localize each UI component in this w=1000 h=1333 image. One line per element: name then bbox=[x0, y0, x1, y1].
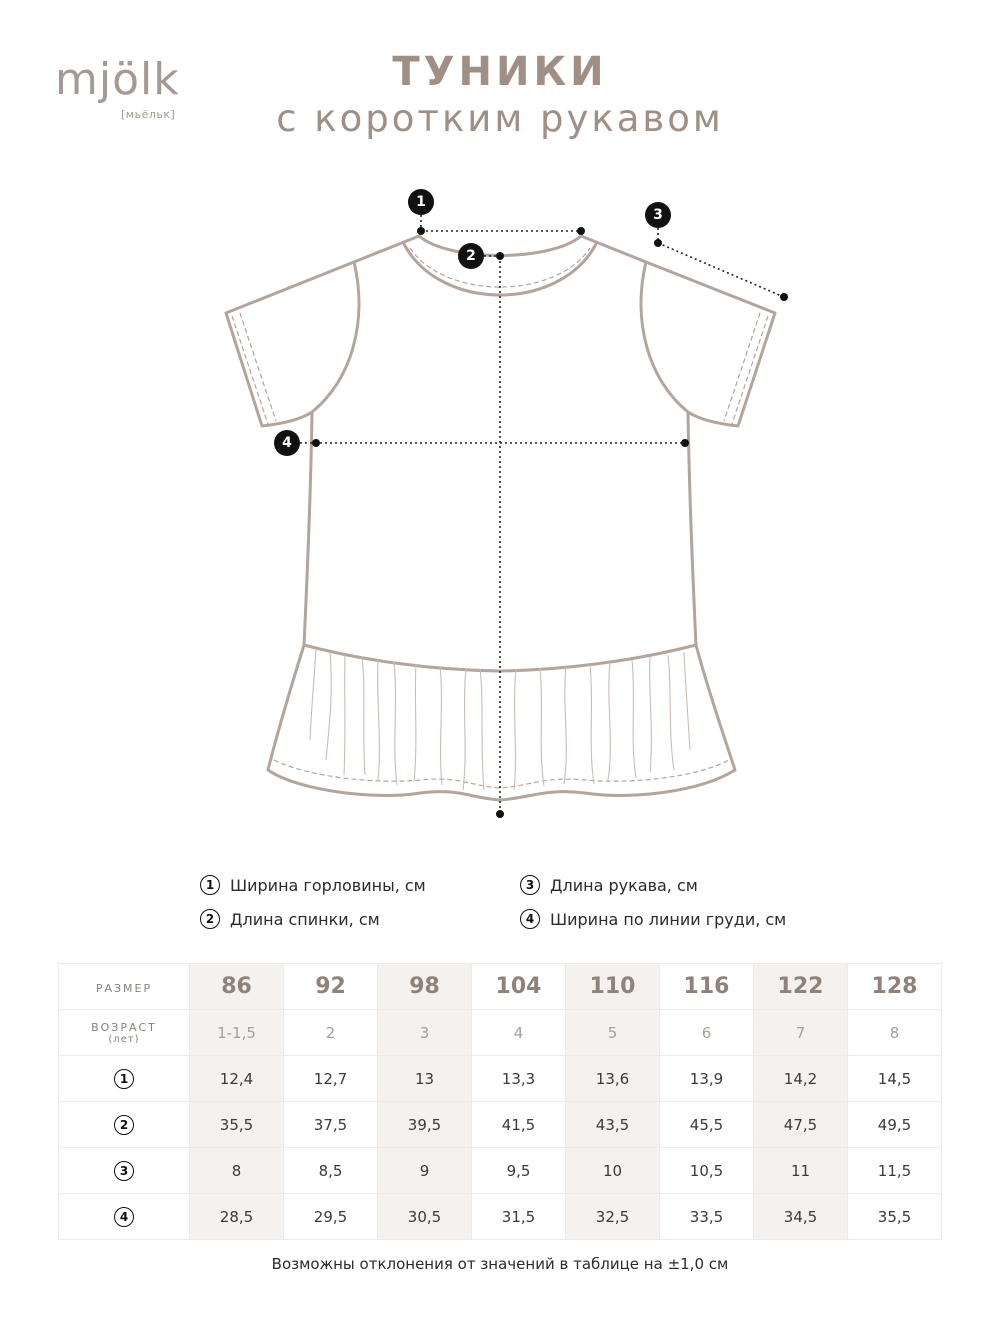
tunic-sketch bbox=[0, 180, 1000, 840]
legend-right bbox=[520, 872, 786, 940]
row-header bbox=[59, 1148, 190, 1194]
age-cell: 4 bbox=[472, 1010, 566, 1056]
legend-label: Длина спинки, см bbox=[230, 909, 380, 929]
value-cell: 39,5 bbox=[378, 1102, 472, 1148]
marker-1: 1 bbox=[408, 189, 434, 215]
table-row-2 bbox=[59, 1102, 942, 1148]
row-num: 4 bbox=[114, 1207, 134, 1227]
row-num: 3 bbox=[114, 1161, 134, 1181]
age-header bbox=[59, 1010, 190, 1056]
age-label: ВОЗРАСТ bbox=[91, 1020, 157, 1034]
legend-num: 3 bbox=[520, 875, 540, 895]
value-cell: 31,5 bbox=[472, 1194, 566, 1240]
legend-item bbox=[200, 906, 426, 932]
legend-num: 4 bbox=[520, 909, 540, 929]
value-cell: 34,5 bbox=[754, 1194, 848, 1240]
logo-wordmark: mjölk bbox=[55, 54, 180, 105]
legend-left bbox=[200, 872, 426, 940]
value-cell: 9 bbox=[378, 1148, 472, 1194]
title-main: ТУНИКИ bbox=[392, 49, 608, 95]
size-cell: 128 bbox=[848, 964, 942, 1010]
title-sub: с коротким рукавом bbox=[276, 97, 724, 140]
tolerance-note: Возможны отклонения от значений в таблице на ±1,0 см bbox=[271, 1255, 729, 1273]
table-row-1 bbox=[59, 1056, 942, 1102]
value-cell: 8,5 bbox=[284, 1148, 378, 1194]
value-cell: 35,5 bbox=[848, 1194, 942, 1240]
size-header bbox=[59, 964, 190, 1010]
value-cell: 41,5 bbox=[472, 1102, 566, 1148]
value-cell: 13,9 bbox=[660, 1056, 754, 1102]
marker-2: 2 bbox=[458, 243, 484, 269]
value-cell: 11,5 bbox=[848, 1148, 942, 1194]
legend-item bbox=[520, 872, 786, 898]
marker-3: 3 bbox=[645, 202, 671, 228]
row-num: 1 bbox=[114, 1069, 134, 1089]
value-cell: 14,5 bbox=[848, 1056, 942, 1102]
value-cell: 29,5 bbox=[284, 1194, 378, 1240]
value-cell: 47,5 bbox=[754, 1102, 848, 1148]
table-row-sizes bbox=[59, 964, 942, 1010]
value-cell: 37,5 bbox=[284, 1102, 378, 1148]
size-cell: 92 bbox=[284, 964, 378, 1010]
logo-transcription: [мьёльк] bbox=[121, 108, 176, 121]
value-cell: 28,5 bbox=[190, 1194, 284, 1240]
size-table bbox=[58, 963, 942, 1240]
row-header bbox=[59, 1102, 190, 1148]
age-cell: 2 bbox=[284, 1010, 378, 1056]
value-cell: 30,5 bbox=[378, 1194, 472, 1240]
size-cell: 98 bbox=[378, 964, 472, 1010]
table-row-ages bbox=[59, 1010, 942, 1056]
table-row-4 bbox=[59, 1194, 942, 1240]
marker-4: 4 bbox=[274, 430, 300, 456]
age-cell: 7 bbox=[754, 1010, 848, 1056]
legend-label: Ширина по линии груди, см bbox=[550, 909, 787, 929]
size-cell: 110 bbox=[566, 964, 660, 1010]
value-cell: 12,7 bbox=[284, 1056, 378, 1102]
size-label: РАЗМЕР bbox=[95, 981, 153, 995]
legend-item bbox=[520, 906, 786, 932]
value-cell: 9,5 bbox=[472, 1148, 566, 1194]
legend-num: 1 bbox=[200, 875, 220, 895]
value-cell: 8 bbox=[190, 1148, 284, 1194]
size-cell: 86 bbox=[190, 964, 284, 1010]
value-cell: 10 bbox=[566, 1148, 660, 1194]
value-cell: 49,5 bbox=[848, 1102, 942, 1148]
value-cell: 13 bbox=[378, 1056, 472, 1102]
page-title bbox=[0, 48, 1000, 142]
value-cell: 43,5 bbox=[566, 1102, 660, 1148]
age-sub: (лет) bbox=[108, 1033, 140, 1045]
age-cell: 8 bbox=[848, 1010, 942, 1056]
value-cell: 35,5 bbox=[190, 1102, 284, 1148]
value-cell: 14,2 bbox=[754, 1056, 848, 1102]
age-cell: 6 bbox=[660, 1010, 754, 1056]
legend-label: Длина рукава, см bbox=[550, 875, 698, 895]
value-cell: 13,6 bbox=[566, 1056, 660, 1102]
table-row-3 bbox=[59, 1148, 942, 1194]
size-cell: 122 bbox=[754, 964, 848, 1010]
size-cell: 104 bbox=[472, 964, 566, 1010]
legend-item bbox=[200, 872, 426, 898]
age-cell: 5 bbox=[566, 1010, 660, 1056]
value-cell: 12,4 bbox=[190, 1056, 284, 1102]
value-cell: 13,3 bbox=[472, 1056, 566, 1102]
value-cell: 11 bbox=[754, 1148, 848, 1194]
size-cell: 116 bbox=[660, 964, 754, 1010]
row-header bbox=[59, 1056, 190, 1102]
age-cell: 1-1,5 bbox=[190, 1010, 284, 1056]
value-cell: 33,5 bbox=[660, 1194, 754, 1240]
row-header bbox=[59, 1194, 190, 1240]
value-cell: 45,5 bbox=[660, 1102, 754, 1148]
age-cell: 3 bbox=[378, 1010, 472, 1056]
value-cell: 32,5 bbox=[566, 1194, 660, 1240]
legend-label: Ширина горловины, см bbox=[230, 875, 426, 895]
value-cell: 10,5 bbox=[660, 1148, 754, 1194]
row-num: 2 bbox=[114, 1115, 134, 1135]
legend-num: 2 bbox=[200, 909, 220, 929]
